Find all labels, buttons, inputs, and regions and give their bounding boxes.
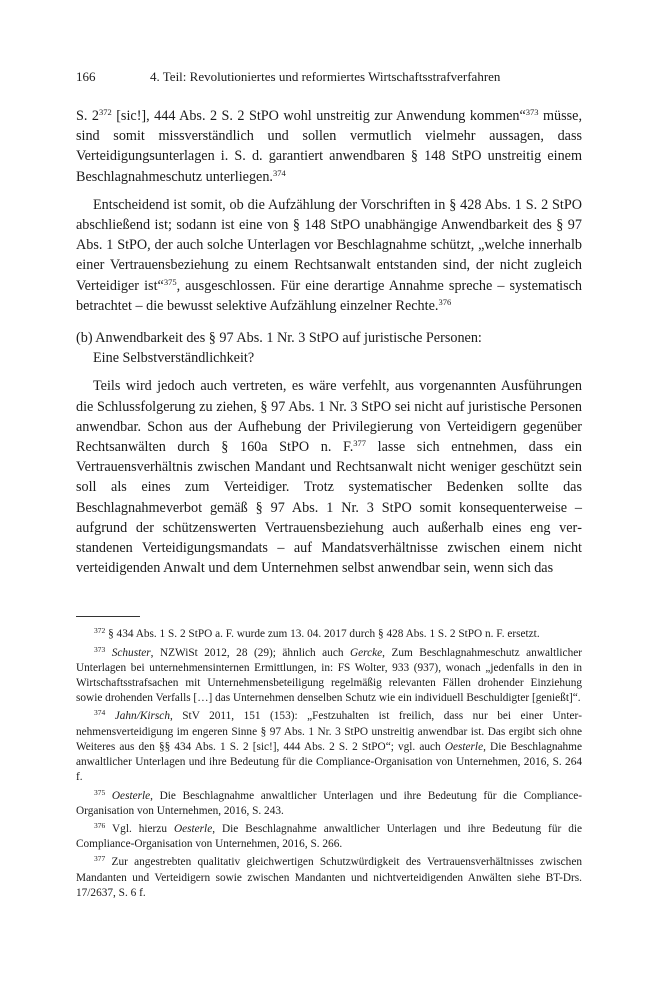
footnote-374: $^{374}$ Jahn/Kirsch, StV 2011, 151 (153): „Festzuhalten ist freilich, dass nur bei einer Unternehmensverteidigung im engeren Sinne § 97 Abs. 1 Nr. 3 StPO unstreitig anwendbar ist. Das ergibt sich ohne Weiteres aus den §§ 434 Abs. 1 S. 2 [sic!], 444 Abs. 2 S. 2 StPO“; vgl. auch Oesterle, Die Beschlagnahme anwaltlicher Unterlagen und ihre Bedeutung für die Compliance-Organisation von Unternehmen, 2016, S. 264 f. — [76, 708, 583, 784]
footnote-ref-376[interactable]: 376 — [438, 296, 452, 307]
section-heading — [76, 328, 582, 368]
footnote-375: $^{375}$ Oesterle, Die Beschlagnahme anwaltlicher Unterlagen und ihre Bedeutung für die Compliance-Organisation von Unternehmen, 2016, S. 243. — [76, 787, 582, 817]
footnote-ref-372[interactable]: 372 — [99, 107, 112, 117]
footnote-ref-373[interactable]: 373 — [525, 107, 539, 117]
section-heading-line-1: (b) Anwendbarkeit des § 97 Abs. 1 Nr. 3 StPO auf juristische Personen: — [76, 330, 482, 347]
paragraph-3: Teils wird jedoch auch vertreten, es wäre verfehlt, aus vorgenannten Ausführungen die Schlussfolgerung zu ziehen, § 97 Abs. 1 Nr. 3 StPO sei nicht auf juristische Personen anwendbar. Schon aus der Aufhebung der Privilegierung von Verteidigern gegenüber Rechtsanwälten durch § 160a StPO n. F.$^{377}$ lasse sich entnehmen, dass ein Vertrauensverhältnis zwischen Mandant und Rechtsanwalt nicht weniger geschützt sein soll als eines zum Verteidiger. Trotz systematischer Bedenken sollte das Beschlagnahmeverbot gemäß § 97 Abs. 1 Nr. 3 StPO somit konsequenterweise – aufgrund der schützenswerten Vertrauensbeziehung auch außerhalb eines eng verstandenen Verteidigungsmandats – auf Mandatsverhältnisse zwischen einem nicht verteidigenden Anwalt und dem Unternehmen selbst anwendbar sein, wenn sich das — [76, 378, 582, 577]
running-title: 4. Teil: Revolutioniertes und reformiertes Wirtschaftsstrafverfahren — [150, 69, 501, 84]
page — [76, 68, 582, 904]
running-header — [76, 68, 582, 86]
footnote-ref-375[interactable]: 375 — [163, 276, 177, 287]
footnote-377: $^{377}$ Zur angestrebten qualitativ gleichwertigen Schutzwürdigkeit des Vertrauensverhältnisses zwischen Mandanten und Verteidigern sowie zwischen Mandanten und nichtverteidigenden Anwälten siehe BT-Drs. 17/2637, S. 6 f. — [76, 854, 582, 899]
footnote-373: $^{373}$ Schuster, NZWiSt 2012, 28 (29); ähnlich auch Gercke, Zum Beschlagnahmeschutz anwaltlicher Unterlagen bei unternehmensinternen Ermittlungen, in: FS Wolter, 933 (937), wonach „jedenfalls in den in Wirtschaftsstrafsachen mit Unternehmensbeteiligung regelmäßig relevanten Fällen drohender Einziehung sowie drohenden Verfalls […] das Unternehmen denselben Schutz wie ein individuell Beschuldigter [genießt]“. — [76, 644, 582, 705]
section-heading-line-2: Eine Selbstverständlichkeit? — [93, 350, 255, 367]
paragraph-1: S. $2^{372}$ [sic!], 444 Abs. 2 S. 2 StPO wohl unstreitig zur Anwendung kommen“$^{373}$ müsse, sind somit missverständlich und sollen vermutlich vielmehr aussagen, dass Verteidigungsunterlagen i. S. d. garantiert anwendbaren § 148 StPO unstreitig einem Beschlagnahmeschutz unterliegen.$^{374}$ — [76, 107, 583, 185]
footnote-ref-374[interactable]: 374 — [272, 167, 286, 178]
page-number: 166 — [76, 69, 96, 84]
footnote-372: $^{372}$ § 434 Abs. 1 S. 2 StPO a. F. wurde zum 13. 04. 2017 durch § 428 Abs. 1 S. 2 StPO n. F. ersetzt. — [94, 626, 540, 641]
paragraph-2: Entscheidend ist somit, ob die Aufzählung der Vorschriften in § 428 Abs. 1 S. 2 StPO abschließend ist; sodann ist eine von § 148 StPO unabhängige Anwendbarkeit des § 97 Abs. 1 StPO, der auch solche Unterlagen vor Beschlagnahme schützt, „welche innerhalb einer Vertrauensbeziehung zu einem Rechtsanwalt entstanden sind, der nicht zugleich Verteidiger ist“$^{375}$, ausgeschlossen. Für eine derartige Annahme spreche – systematisch betrachtet – die bewusst selektive Aufzählung einzelner Rechte.$^{376}$ — [76, 196, 582, 314]
footnote-ref-377[interactable]: 377 — [353, 438, 367, 449]
footnote-376: $^{376}$ Vgl. hierzu Oesterle, Die Beschlagnahme anwaltlicher Unterlagen und ihre Bedeutung für die Compliance-Organisation von Unternehmen, 2016, S. 266. — [76, 820, 582, 851]
footnote-rule — [76, 616, 140, 617]
